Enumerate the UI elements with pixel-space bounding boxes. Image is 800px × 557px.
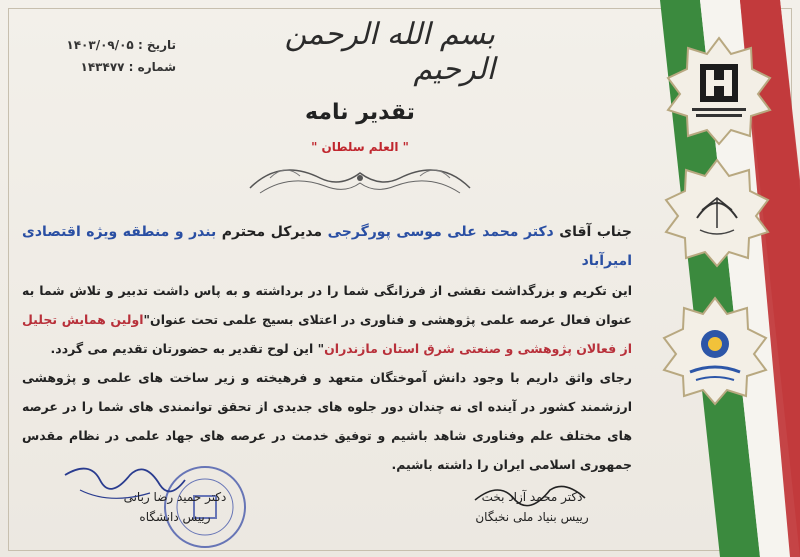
decorative-ornament (240, 148, 480, 208)
date-label: تاریخ : (137, 38, 176, 52)
body-line-2: عرصه علمی پژوهشی و فناوری در اعتلای بسیج علمی تحت عنوان" (143, 312, 556, 327)
certificate-body (22, 218, 632, 479)
body-paragraph-2: رجای واثق داریم با وجود دانش آموختگان متعهد و فرهیخته و زیر ساخت های علمی و پژوهشی ارزشمند کشور در آینده ای نه چندان دور جلوه های جدیدی از تحقق توانمندی های شما را در عرصه های مختلف علم وفناوری شاهد باشیم و توفیق خدمت در عرصه های جهاد علمی در نظام مقدس جمهوری اسلامی ایران را داشته باشیم. (22, 370, 632, 472)
date-value: ۱۴۰۳/۰۹/۰۵ (66, 38, 134, 52)
recipient-name: دکتر محمد علی موسی پورگرجی (327, 224, 554, 240)
left-signatory-title: رییس دانشگاه (139, 510, 211, 524)
date-row (56, 34, 176, 56)
right-signatory-name: دکتر محمد آزاد بخت (481, 490, 583, 504)
body-line-3: " این لوح تقدیر به حضورتان تقدیم می گردد. (50, 341, 325, 356)
certificate-title: تقدیر نامه (305, 100, 415, 125)
number-row (56, 56, 176, 78)
event-name-part1: اولین همایش تجلیل از فعالان پژوهشی (22, 312, 632, 356)
university-seal (664, 36, 774, 146)
number-label: شماره : (128, 60, 176, 74)
certificate-motto: " العلم سلطان " (311, 140, 409, 154)
recipient-org: بندر و منطقه ویژه اقتصادی امیرآباد (22, 224, 632, 269)
number-value: ۱۴۳۴۷۷ (80, 60, 125, 74)
body-line-1: این تکریم و بزرگداشت نقشی از فرزانگی شما را در برداشته و به پاس داشت تدبیر و تلاش شما به عنوان فعال (22, 283, 632, 327)
greeting-line (22, 218, 632, 276)
left-signatory (85, 487, 265, 527)
elites-foundation-seal (660, 296, 770, 406)
scientific-basij-seal (662, 158, 772, 268)
right-signatory-title: رییس بنیاد ملی نخبگان (475, 510, 589, 524)
certificate-meta (56, 34, 176, 78)
left-signatory-name: دکتر حمید رضا ربانی (123, 490, 227, 504)
body-paragraph-1 (22, 276, 632, 363)
greeting-prefix: جناب آقای (559, 224, 632, 240)
right-signatory (432, 487, 632, 527)
recipient-role: مدیرکل محترم (221, 224, 323, 240)
basmala-calligraphy: بسم الله الرحمن الرحیم (284, 17, 495, 87)
event-name-part2: و صنعتی شرق استان مازندران (324, 341, 514, 356)
